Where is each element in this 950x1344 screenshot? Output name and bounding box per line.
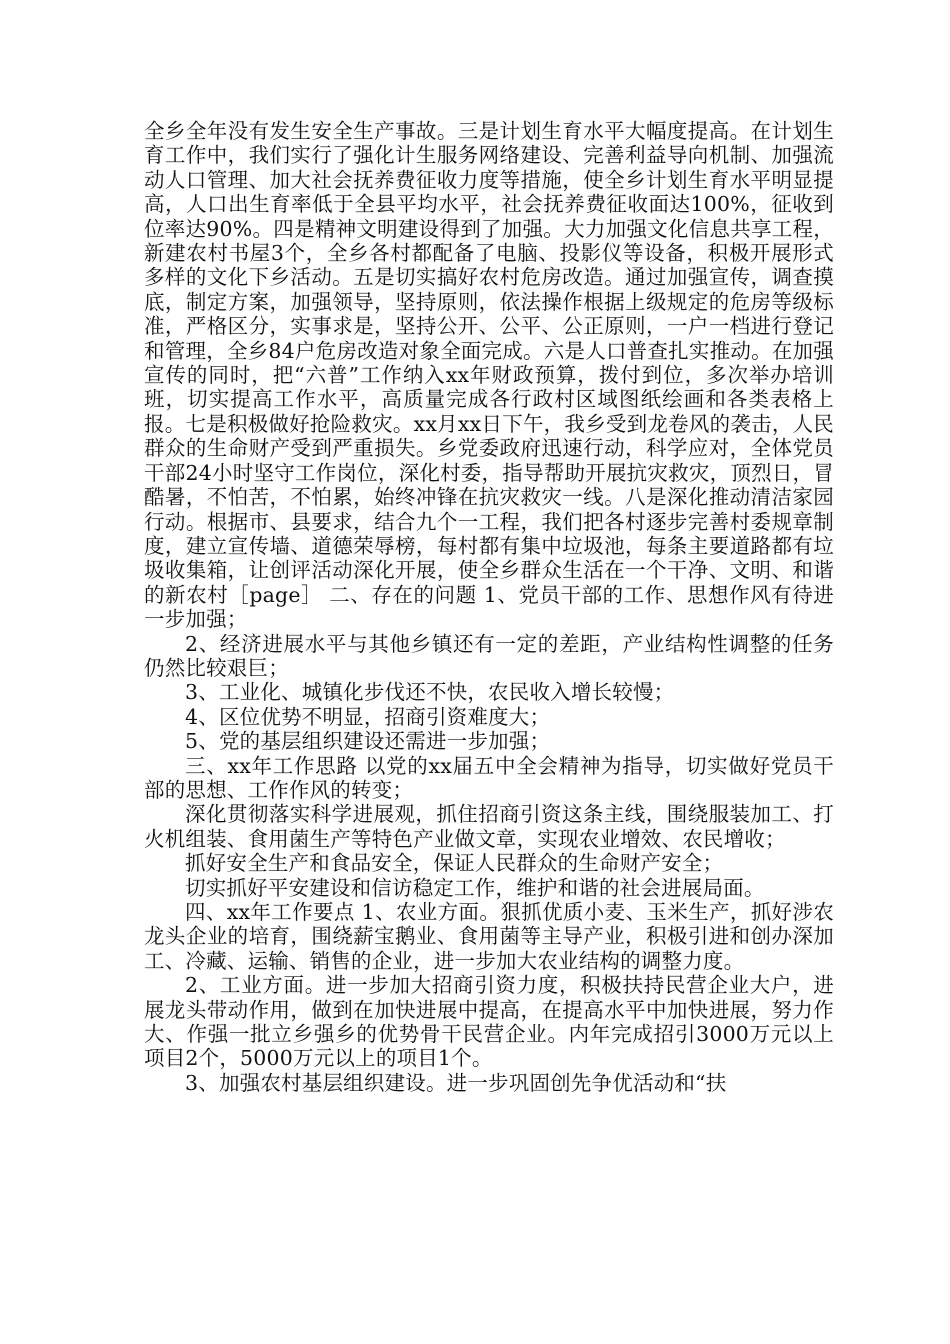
paragraph-2: 2、经济进展水平与其他乡镇还有一定的差距，产业结构性调整的任务仍然比较艰巨； bbox=[144, 631, 834, 680]
paragraph-12: 3、加强农村基层组织建设。进一步巩固创先争优活动和“扶 bbox=[185, 1070, 727, 1095]
paragraph-5: 5、党的基层组织建设还需进一步加强； bbox=[185, 729, 551, 754]
paragraph-6: 三、xx年工作思路 以党的xx届五中全会精神为指导，切实做好党员干部的思想、工作作风的转变； bbox=[144, 753, 834, 802]
paragraph-9: 切实抓好平安建设和信访稳定工作，维护和谐的社会进展局面。 bbox=[185, 875, 765, 900]
paragraph-7: 深化贯彻落实科学进展观，抓住招商引资这条主线，围绕服装加工、打火机组装、食用菌生产等特色产业做文章，实现农业增效、农民增收； bbox=[144, 802, 834, 851]
paragraph-11: 2、工业方面。进一步加大招商引资力度，积极扶持民营企业大户，进展龙头带动作用，做到在加快进展中提高，在提高水平中加快进展，努力作大、作强一批立乡强乡的优势骨干民营企业。内年完成招引3000万元以上项目2个，5000万元以上的项目1个。 bbox=[144, 973, 834, 1071]
paragraph-4: 4、区位优势不明显，招商引资难度大； bbox=[185, 704, 551, 729]
document-body bbox=[144, 119, 834, 1095]
paragraph-10: 四、xx年工作要点 1、农业方面。狠抓优质小麦、玉米生产，抓好涉农龙头企业的培育，围绕薪宝鹅业、食用菌等主导产业，积极引进和创办深加工、冷藏、运输、销售的企业，进一步加大农业结构的调整力度。 bbox=[144, 900, 834, 973]
paragraph-3: 3、工业化、城镇化步伐还不快，农民收入增长较慢； bbox=[185, 680, 675, 705]
paragraph-1: 全乡全年没有发生安全生产事故。三是计划生育水平大幅度提高。在计划生育工作中，我们实行了强化计生服务网络建设、完善利益导向机制、加强流动人口管理、加大社会抚养费征收力度等措施，使全乡计划生育水平明显提高，人口出生育率低于全县平均水平，社会抚养费征收面达100%，征收到位率达90%。四是精神文明建设得到了加强。大力加强文化信息共享工程，新建农村书屋3个，全乡各村都配备了电脑、投影仪等设备，积极开展形式多样的文化下乡活动。五是切实搞好农村危房改造。通过加强宣传，调查摸底，制定方案，加强领导，坚持原则，依法操作根据上级规定的危房等级标准，严格区分，实事求是，坚持公开、公平、公正原则，一户一档进行登记和管理，全乡84户危房改造对象全面完成。六是人口普查扎实推动。在加强宣传的同时，把“六普”工作纳入xx年财政预算，拨付到位，多次举办培训班，切实提高工作水平，高质量完成各行政村区域图纸绘画和各类表格上报。七是积极做好抢险救灾。xx月xx日下午，我乡受到龙卷风的袭击，人民群众的生命财产受到严重损失。乡党委政府迅速行动，科学应对，全体党员干部24小时坚守工作岗位，深化村委，指导帮助开展抗灾救灾，顶烈日，冒酷暑，不怕苦，不怕累，始终冲锋在抗灾救灾一线。八是深化推动清洁家园行动。根据市、县要求，结合九个一工程，我们把各村逐步完善村委规章制度，建立宣传墙、道德荣辱榜，每村都有集中垃圾池，每条主要道路都有垃圾收集箱，让创评活动深化开展，使全乡群众生活在一个干净、文明、和谐的新农村［page］ 二、存在的问题 1、党员干部的工作、思想作风有待进一步加强； bbox=[144, 119, 834, 632]
paragraph-8: 抓好安全生产和食品安全，保证人民群众的生命财产安全； bbox=[185, 851, 724, 876]
